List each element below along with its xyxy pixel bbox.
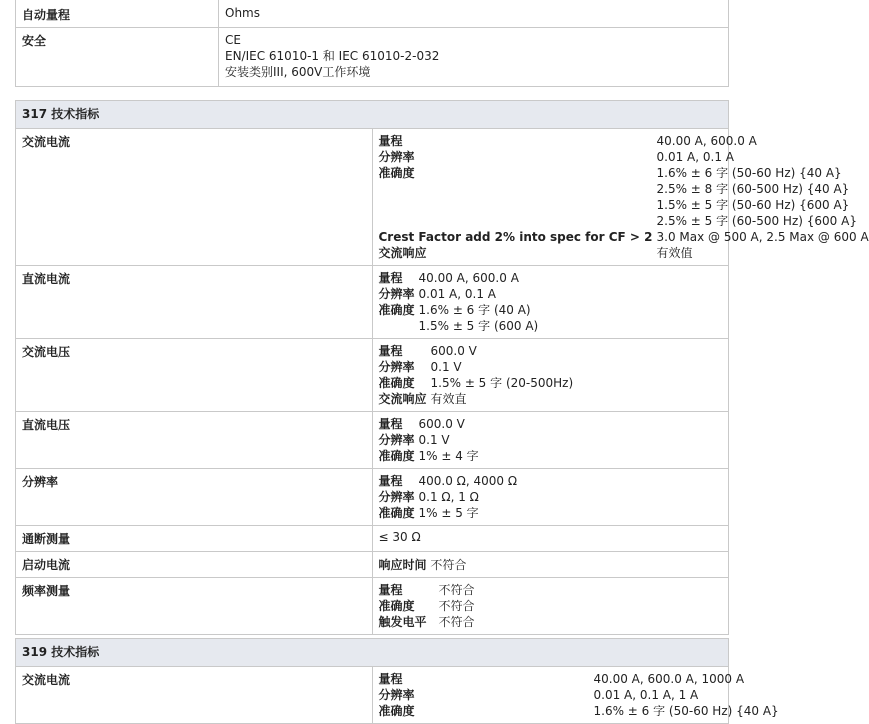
table-row (16, 578, 729, 635)
table-row (16, 339, 729, 412)
section-header-319: 319 技术指标 (16, 639, 729, 667)
ac-current-319-label: 交流电流 (16, 667, 373, 724)
spec-key: 分辨率 (378, 150, 415, 164)
spec-value: 0.1 Ω, 1 Ω (418, 490, 479, 504)
spec-value: 不符合 (438, 599, 475, 613)
table-row (16, 412, 729, 469)
spec-value: 40.00 A, 600.0 A (418, 271, 519, 285)
spec-key: 量程 (378, 134, 403, 148)
auto-range-label: 自动量程 (16, 0, 219, 28)
table-row (16, 469, 729, 526)
specs-319-table (15, 638, 779, 724)
frequency-grid (379, 582, 475, 630)
spec-value: 有效直 (430, 392, 467, 406)
continuity-value: ≤ 30 Ω (372, 526, 729, 552)
spec-key: 准确度 (378, 506, 415, 520)
spec-key: 分辨率 (378, 360, 415, 374)
ac-current-319-grid (378, 671, 779, 719)
table-row (16, 266, 729, 339)
dc-voltage-value (372, 412, 729, 469)
ac-voltage-value (372, 339, 729, 412)
table-row (16, 667, 729, 724)
ac-voltage-grid (379, 343, 574, 407)
spec-key: 量程 (378, 271, 403, 285)
spec-value: 1% ± 5 字 (418, 506, 479, 520)
spec-value: 0.1 V (430, 360, 462, 374)
spec-value: 0.01 A, 0.1 A (418, 287, 496, 301)
auto-range-value: Ohms (219, 0, 729, 28)
ac-voltage-label: 交流电压 (16, 339, 373, 412)
safety-line: 安装类别III, 600V工作环境 (225, 65, 371, 79)
spec-key: 触发电平 (378, 615, 427, 629)
ac-current-319-value (372, 667, 779, 724)
spec-value: 40.00 A, 600.0 A, 1000 A (593, 672, 745, 686)
spec-value: 600.0 V (418, 417, 465, 431)
spec-key: 准确度 (378, 303, 415, 317)
spec-key: 准确度 (378, 166, 415, 180)
resolution-value (372, 469, 729, 526)
spec-key: 交流响应 (378, 392, 427, 406)
ac-current-label: 交流电流 (16, 129, 373, 266)
spec-key: 量程 (378, 672, 403, 686)
frequency-label: 频率测量 (16, 578, 373, 635)
resolution-grid (379, 473, 518, 521)
spec-key: 分辨率 (378, 287, 415, 301)
dc-voltage-grid (379, 416, 479, 464)
spec-value: 1.6% ± 6 字 (40 A) (418, 303, 531, 317)
continuity-label: 通断测量 (16, 526, 373, 552)
safety-label: 安全 (16, 28, 219, 87)
spec-key: 准确度 (378, 704, 415, 718)
safety-value (219, 28, 729, 87)
spec-value: 1.6% ± 6 字 (50-60 Hz) {40 A} (656, 166, 842, 180)
spec-key: 分辨率 (378, 433, 415, 447)
dc-current-label: 直流电流 (16, 266, 373, 339)
spec-key: 交流响应 (378, 246, 427, 260)
spec-value: 1.5% ± 5 字 (50-60 Hz) {600 A} (656, 198, 850, 212)
spec-value: 不符合 (430, 558, 467, 572)
spec-value: 不符合 (438, 615, 475, 629)
spec-key: 分辨率 (378, 490, 415, 504)
inrush-value (372, 552, 729, 578)
section-header-row (16, 639, 729, 667)
spec-key: 响应时间 (378, 558, 427, 572)
spec-key: 准确度 (378, 376, 415, 390)
safety-line: EN/IEC 61010-1 和 IEC 61010-2-032 (225, 49, 440, 63)
safety-line: CE (225, 33, 241, 47)
spec-key: 量程 (378, 583, 403, 597)
spec-value: 有效值 (656, 246, 693, 260)
spec-value: 0.01 A, 0.1 A (656, 150, 734, 164)
specs-317-table (15, 100, 869, 635)
spec-value: 2.5% ± 8 字 (60-500 Hz) {40 A} (656, 182, 850, 196)
resolution-label: 分辨率 (16, 469, 373, 526)
spec-value: 40.00 A, 600.0 A (656, 134, 757, 148)
spec-key: 准确度 (378, 449, 415, 463)
spec-value: 0.01 A, 0.1 A, 1 A (593, 688, 699, 702)
spec-key: 准确度 (378, 599, 415, 613)
ac-current-grid (378, 133, 869, 261)
spec-key: Crest Factor add 2% into spec for CF > 2 (378, 230, 653, 244)
dc-voltage-label: 直流电压 (16, 412, 373, 469)
spec-value: 1.5% ± 5 字 (20-500Hz) (430, 376, 574, 390)
spec-value: 1% ± 4 字 (418, 449, 479, 463)
ac-current-value (372, 129, 869, 266)
table-row (16, 552, 729, 578)
spec-value: 1.5% ± 5 字 (600 A) (418, 319, 539, 333)
spec-value: 2.5% ± 5 字 (60-500 Hz) {600 A} (656, 214, 857, 228)
table-row (16, 28, 729, 87)
table-row (16, 0, 729, 28)
spec-key: 量程 (378, 474, 403, 488)
dc-current-grid (379, 270, 539, 334)
table-row (16, 129, 729, 266)
spec-value: 不符合 (438, 583, 475, 597)
spec-value: 1.6% ± 6 字 (50-60 Hz) {40 A} (593, 704, 779, 718)
spec-value: 600.0 V (430, 344, 477, 358)
spec-value: 0.1 V (418, 433, 450, 447)
section-header-row (16, 101, 729, 129)
spec-key: 分辨率 (378, 688, 415, 702)
frequency-value (372, 578, 729, 635)
spec-value: 3.0 Max @ 500 A, 2.5 Max @ 600 A (656, 230, 869, 244)
spec-key: 量程 (378, 417, 403, 431)
general-specs-table (15, 0, 729, 87)
section-header-317: 317 技术指标 (16, 101, 729, 129)
spec-value: 400.0 Ω, 4000 Ω (418, 474, 518, 488)
spec-key: 量程 (378, 344, 403, 358)
dc-current-value (372, 266, 729, 339)
inrush-label: 启动电流 (16, 552, 373, 578)
table-row (16, 526, 729, 552)
